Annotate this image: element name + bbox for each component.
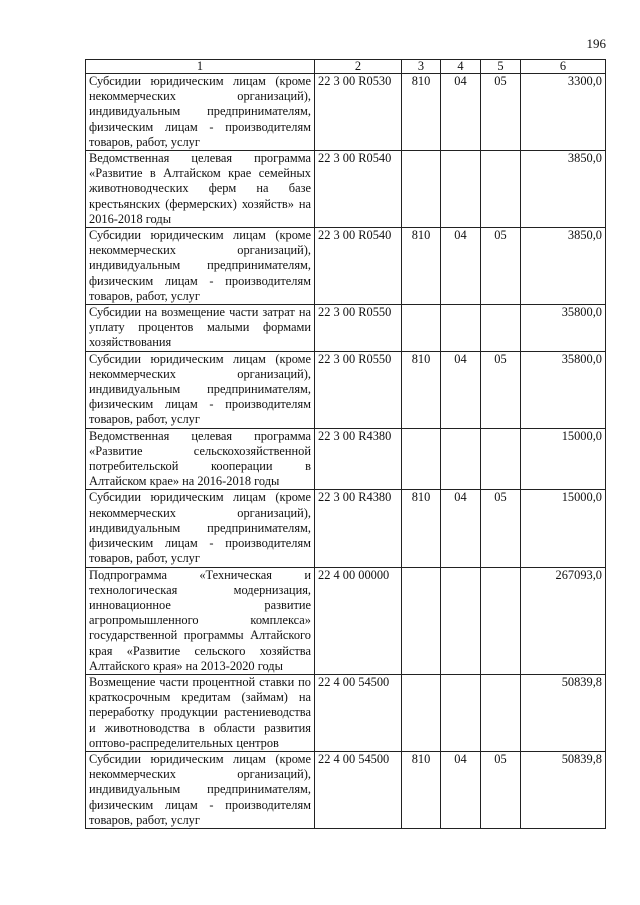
row-code-cell: 22 3 00 R0540: [315, 228, 402, 305]
row-type-cell: [402, 151, 441, 228]
row-section-cell: [441, 428, 481, 490]
table-row: [86, 305, 606, 352]
row-code-cell: 22 4 00 00000: [315, 567, 402, 674]
row-code-cell: 22 3 00 R0550: [315, 351, 402, 428]
row-code-cell: 22 4 00 54500: [315, 751, 402, 828]
row-section-cell: [441, 151, 481, 228]
column-header: 4: [441, 60, 481, 74]
table-row: [86, 674, 606, 751]
row-name-cell: Субсидии юридическим лицам (кроме некоммерческих организаций), индивидуальным предпринимателям, физическим лицам - производителям товаров, работ, услуг: [86, 74, 315, 151]
row-type-cell: 810: [402, 490, 441, 567]
row-subsection-cell: [481, 428, 521, 490]
row-sum-cell: 15000,0: [521, 428, 606, 490]
row-sum-cell: 50839,8: [521, 751, 606, 828]
table-row: [86, 351, 606, 428]
row-section-cell: [441, 305, 481, 352]
page-number: 196: [586, 36, 606, 51]
column-header: 5: [481, 60, 521, 74]
table-row: [86, 428, 606, 490]
row-sum-cell: 50839,8: [521, 674, 606, 751]
row-type-cell: 810: [402, 751, 441, 828]
column-header: 2: [315, 60, 402, 74]
row-sum-cell: 3850,0: [521, 228, 606, 305]
row-name-cell: Ведомственная целевая программа «Развитие в Алтайском крае семейных животноводческих ферм на базе крестьянских (фермерских) хозяйств» на 2016-2018 годы: [86, 151, 315, 228]
row-sum-cell: 3850,0: [521, 151, 606, 228]
row-section-cell: 04: [441, 751, 481, 828]
row-name-cell: Ведомственная целевая программа «Развитие сельскохозяйственной потребительской кооперации в Алтайском крае» на 2016-2018 годы: [86, 428, 315, 490]
table-row: [86, 490, 606, 567]
row-code-cell: 22 3 00 R4380: [315, 428, 402, 490]
row-section-cell: 04: [441, 490, 481, 567]
column-header: 3: [402, 60, 441, 74]
row-section-cell: 04: [441, 351, 481, 428]
row-name-cell: Субсидии юридическим лицам (кроме некоммерческих организаций), индивидуальным предпринимателям, физическим лицам - производителям товаров, работ, услуг: [86, 751, 315, 828]
row-section-cell: 04: [441, 228, 481, 305]
budget-table: [85, 59, 606, 829]
row-sum-cell: 35800,0: [521, 351, 606, 428]
row-name-cell: Субсидии юридическим лицам (кроме некоммерческих организаций), индивидуальным предпринимателям, физическим лицам - производителям товаров, работ, услуг: [86, 228, 315, 305]
table-row: [86, 74, 606, 151]
row-section-cell: [441, 674, 481, 751]
row-subsection-cell: 05: [481, 751, 521, 828]
table-row: [86, 228, 606, 305]
row-sum-cell: 267093,0: [521, 567, 606, 674]
table-row: [86, 567, 606, 674]
row-type-cell: [402, 428, 441, 490]
row-sum-cell: 3300,0: [521, 74, 606, 151]
table-header-row: [86, 60, 606, 74]
column-header: 1: [86, 60, 315, 74]
row-subsection-cell: [481, 567, 521, 674]
row-subsection-cell: [481, 151, 521, 228]
row-code-cell: 22 3 00 R0540: [315, 151, 402, 228]
row-code-cell: 22 3 00 R0530: [315, 74, 402, 151]
row-code-cell: 22 3 00 R4380: [315, 490, 402, 567]
column-header: 6: [521, 60, 606, 74]
row-type-cell: [402, 567, 441, 674]
row-subsection-cell: 05: [481, 351, 521, 428]
row-type-cell: [402, 305, 441, 352]
table-row: [86, 751, 606, 828]
row-sum-cell: 15000,0: [521, 490, 606, 567]
row-name-cell: Субсидии юридическим лицам (кроме некоммерческих организаций), индивидуальным предпринимателям, физическим лицам - производителям товаров, работ, услуг: [86, 490, 315, 567]
row-subsection-cell: 05: [481, 490, 521, 567]
row-name-cell: Субсидии на возмещение части затрат на уплату процентов малыми формами хозяйствования: [86, 305, 315, 352]
row-code-cell: 22 4 00 54500: [315, 674, 402, 751]
row-name-cell: Подпрограмма «Техническая и технологическая модернизация, инновационное развитие агропромышленного комплекса» государственной программы Алтайского края «Развитие сельского хозяйства Алтайского края» на 2013-2020 годы: [86, 567, 315, 674]
row-subsection-cell: 05: [481, 228, 521, 305]
row-subsection-cell: [481, 305, 521, 352]
row-sum-cell: 35800,0: [521, 305, 606, 352]
row-section-cell: 04: [441, 74, 481, 151]
row-section-cell: [441, 567, 481, 674]
row-name-cell: Субсидии юридическим лицам (кроме некоммерческих организаций), индивидуальным предпринимателям, физическим лицам - производителям товаров, работ, услуг: [86, 351, 315, 428]
row-type-cell: 810: [402, 74, 441, 151]
row-type-cell: [402, 674, 441, 751]
row-name-cell: Возмещение части процентной ставки по краткосрочным кредитам (займам) на переработку продукции растениеводства и животноводства в области развития оптово-распределительных центров: [86, 674, 315, 751]
table-row: [86, 151, 606, 228]
row-type-cell: 810: [402, 351, 441, 428]
row-type-cell: 810: [402, 228, 441, 305]
row-code-cell: 22 3 00 R0550: [315, 305, 402, 352]
row-subsection-cell: [481, 674, 521, 751]
row-subsection-cell: 05: [481, 74, 521, 151]
